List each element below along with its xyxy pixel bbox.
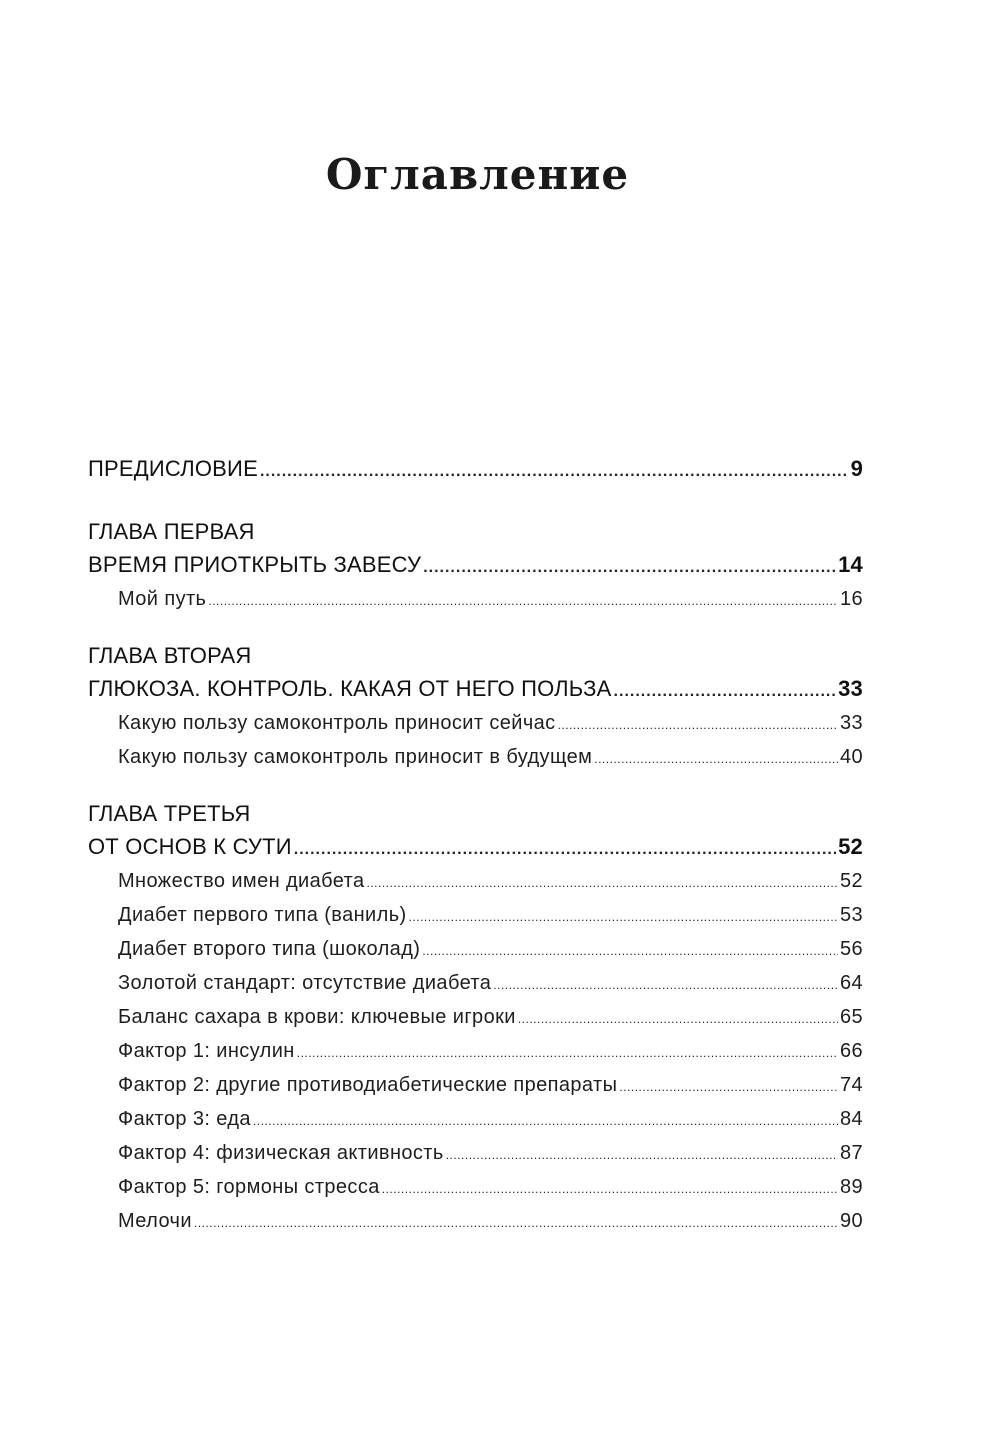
dot-leader xyxy=(423,551,836,585)
toc-entry-chapter[interactable] xyxy=(88,548,863,582)
dot-leader xyxy=(253,1104,838,1138)
toc-entry-section[interactable] xyxy=(88,1000,863,1034)
dot-leader xyxy=(446,1138,838,1172)
toc-entry-title: Диабет первого типа (ваниль) xyxy=(118,904,407,926)
toc-entry-section[interactable] xyxy=(88,582,863,616)
chapter-label: ГЛАВА ТРЕТЬЯ xyxy=(88,801,251,826)
page-title: Оглавление xyxy=(325,150,630,199)
toc-entry-title: ОТ ОСНОВ К СУТИ xyxy=(88,834,292,859)
dot-leader xyxy=(558,708,838,742)
toc-entry-section[interactable] xyxy=(88,1136,863,1170)
toc-entry-page: 64 xyxy=(839,972,863,994)
toc-entry-section[interactable] xyxy=(88,932,863,966)
toc-entry-page: 74 xyxy=(839,1074,863,1096)
toc-entry-title: Множество имен диабета xyxy=(118,870,365,892)
toc-entry-page: 84 xyxy=(839,1108,863,1130)
toc-entry-section[interactable] xyxy=(88,966,863,1000)
toc-entry-title: Мелочи xyxy=(118,1210,192,1232)
toc-entry-title: Фактор 1: инсулин xyxy=(118,1040,295,1062)
toc-entry-title: Фактор 4: физическая активность xyxy=(118,1142,444,1164)
toc-entry-section[interactable] xyxy=(88,1068,863,1102)
toc-entry-page: 90 xyxy=(839,1210,863,1232)
toc-entry-page: 9 xyxy=(850,456,863,481)
toc-entry-chapter[interactable] xyxy=(88,672,863,706)
toc-entry-preface[interactable] xyxy=(88,452,863,486)
toc-entry-title: Фактор 2: другие противодиабетические препараты xyxy=(118,1074,618,1096)
toc-entry-title: Мой путь xyxy=(118,588,207,610)
toc-entry-page: 87 xyxy=(839,1142,863,1164)
chapter-label: ГЛАВА ВТОРАЯ xyxy=(88,643,252,668)
toc-entry-title: Золотой стандарт: отсутствие диабета xyxy=(118,972,492,994)
toc-entry-page: 52 xyxy=(839,870,863,892)
dot-leader xyxy=(493,968,838,1002)
toc-entry-page: 52 xyxy=(838,834,863,859)
dot-leader xyxy=(297,1036,838,1070)
dot-leader xyxy=(614,675,837,709)
toc-entry-section[interactable] xyxy=(88,1170,863,1204)
toc-entry-section[interactable] xyxy=(88,864,863,898)
toc-entry-title: Фактор 3: еда xyxy=(118,1108,251,1130)
toc-entry-title: Фактор 5: гормоны стресса xyxy=(118,1176,380,1198)
toc-entry-title: Какую пользу самоконтроль приносит сейчас xyxy=(118,712,556,734)
dot-leader xyxy=(619,1070,838,1104)
dot-leader xyxy=(208,584,838,618)
dot-leader xyxy=(382,1172,838,1206)
dot-leader xyxy=(518,1002,838,1036)
toc-entry-section[interactable] xyxy=(88,1204,863,1238)
toc-entry-section[interactable] xyxy=(88,1034,863,1068)
toc-entry-chapter[interactable] xyxy=(88,830,863,864)
toc-entry-title: ПРЕДИСЛОВИЕ xyxy=(88,456,258,481)
toc-entry-page: 16 xyxy=(839,588,863,610)
toc-entry-page: 33 xyxy=(839,712,863,734)
dot-leader xyxy=(260,455,849,489)
toc-entry-section[interactable] xyxy=(88,740,863,774)
toc-entry-page: 56 xyxy=(839,938,863,960)
toc-entry-page: 14 xyxy=(838,552,863,577)
toc-entry-title: ВРЕМЯ ПРИОТКРЫТЬ ЗАВЕСУ xyxy=(88,552,422,577)
toc-entry-title: Какую пользу самоконтроль приносит в будущем xyxy=(118,746,593,768)
toc-entry-section[interactable] xyxy=(88,706,863,740)
toc-entry-title: Диабет второго типа (шоколад) xyxy=(118,938,421,960)
toc-entry-page: 66 xyxy=(839,1040,863,1062)
dot-leader xyxy=(422,934,838,968)
table-of-contents xyxy=(88,452,863,1238)
dot-leader xyxy=(409,900,838,934)
toc-entry-page: 40 xyxy=(839,746,863,768)
toc-entry-section[interactable] xyxy=(88,898,863,932)
dot-leader xyxy=(594,742,838,776)
dot-leader xyxy=(194,1206,838,1240)
toc-entry-page: 89 xyxy=(839,1176,863,1198)
dot-leader xyxy=(367,866,838,900)
chapter-label: ГЛАВА ПЕРВАЯ xyxy=(88,519,255,544)
toc-entry-title: Баланс сахара в крови: ключевые игроки xyxy=(118,1006,516,1028)
dot-leader xyxy=(294,833,836,867)
toc-entry-section[interactable] xyxy=(88,1102,863,1136)
toc-entry-page: 53 xyxy=(839,904,863,926)
toc-entry-page: 33 xyxy=(838,676,863,701)
toc-entry-title: ГЛЮКОЗА. КОНТРОЛЬ. КАКАЯ ОТ НЕГО ПОЛЬЗА xyxy=(88,676,612,701)
toc-entry-page: 65 xyxy=(839,1006,863,1028)
